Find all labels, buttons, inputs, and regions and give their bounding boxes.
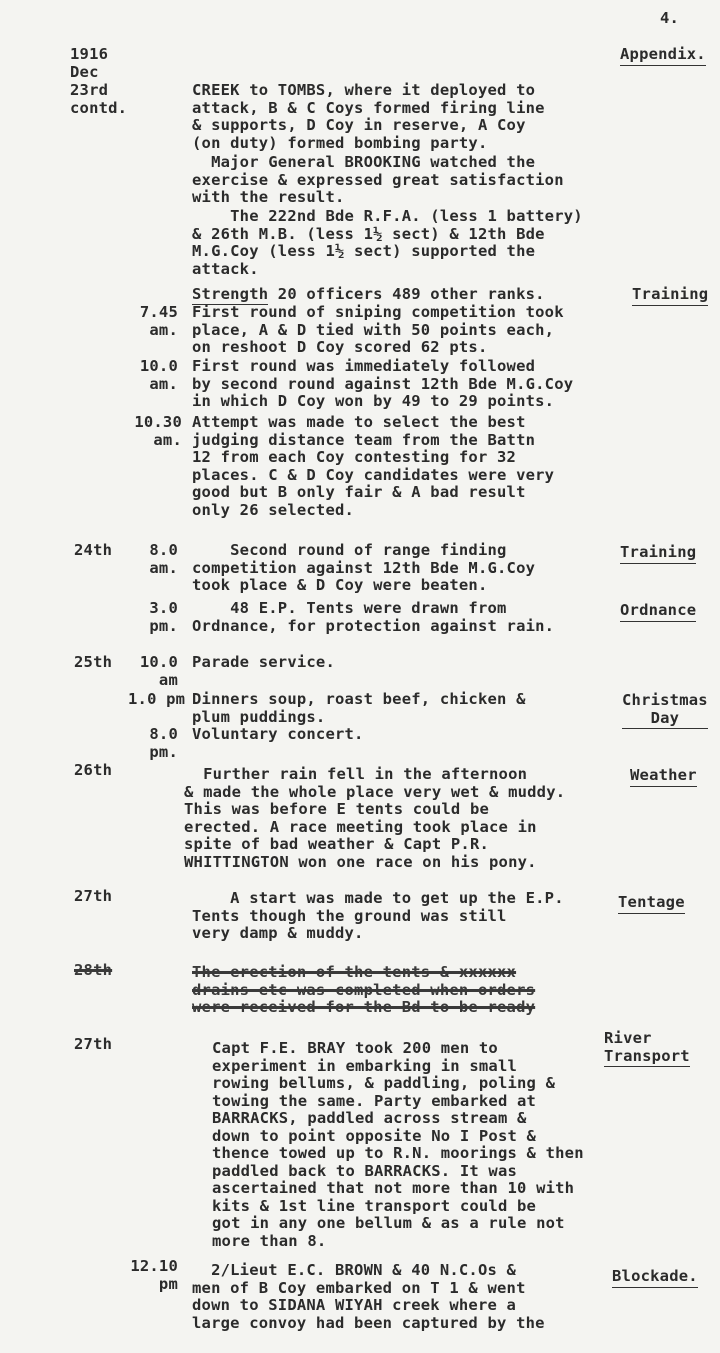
entry-0745: First round of sniping competition took place, A & D tied with 50 points each, on reshoot D Coy scored 62 pts.	[192, 303, 564, 356]
entry-28-struck: The erection of the tents & xxxxxx drains etc was completed when orders were received for the Bd to be ready	[192, 963, 536, 1016]
entry-26: Further rain fell in the afternoon & made the whole place very wet & muddy. This was before E tents could be erected. A race meeting took place in spite of bad weather & Capt P.R. WHITTINGTON won one race on his pony.	[184, 765, 566, 871]
date-27th-a: 27th	[74, 887, 113, 905]
strength-value: 20 officers 489 other ranks.	[268, 285, 545, 303]
time-0745: 7.45 am.	[139, 303, 178, 339]
time-25-2000: 8.0 pm.	[149, 725, 178, 761]
date-24th: 24th	[74, 541, 113, 559]
entry-24-0800: Second round of range finding competition against 12th Bde M.G.Coy took place & D Coy were beaten.	[192, 541, 536, 594]
entry-27-a: A start was made to get up the E.P. Tents though the ground was still very damp & muddy.	[192, 889, 564, 942]
margin-tentage: Tentage	[618, 894, 685, 914]
margin-training-23: Training	[632, 286, 708, 306]
page-number: 4.	[660, 9, 680, 27]
appendix-heading: Appendix.	[620, 46, 706, 66]
entry-25-2000: Voluntary concert.	[192, 725, 364, 743]
entry-1210: 2/Lieut E.C. BROWN & 40 N.C.Os & men of B Coy embarked on T 1 & went down to SIDANA WIYAH creek where a large convoy had been captured by the	[192, 1261, 545, 1332]
entry-25-1000: Parade service.	[192, 653, 335, 671]
time-1210: 12.10 pm	[130, 1257, 178, 1293]
margin-weather: Weather	[630, 767, 697, 787]
strength-label: Strength	[192, 285, 269, 303]
dec23-para1: CREEK to TOMBS, where it deployed to attack, B & C Coys formed firing line & supports, D Coy in reserve, A Coy (on duty) formed bombing party.	[192, 81, 545, 152]
date-25th: 25th	[74, 653, 113, 671]
time-25-1000: 10.0 am	[139, 653, 178, 689]
margin-river-transport: River Transport	[604, 1030, 690, 1067]
dec23-para3: The 222nd Bde R.F.A. (less 1 battery) & 26th M.B. (less 1½ sect) & 12th Bde M.G.Coy (less 1½ sect) supported the attack.	[192, 207, 583, 278]
time-1000: 10.0 am.	[139, 357, 178, 393]
margin-ordnance: Ordnance	[620, 602, 696, 622]
dec23-para2: Major General BROOKING watched the exercise & expressed great satisfaction with the result.	[192, 153, 564, 206]
entry-1000: First round was immediately followed by second round against 12th Bde M.G.Coy in which D Coy won by 49 to 29 points.	[192, 357, 574, 410]
entry-25-1300: Dinners soup, roast beef, chicken & plum puddings.	[192, 690, 526, 726]
entry-27-b: Capt F.E. BRAY took 200 men to experiment in embarking in small rowing bellums, & paddling, poling & towing the same. Party embarked at BARRACKS, paddled across stream & down to point opposite No I Post & thence towed up to R.N. moorings & then paddled back to BARRACKS. It was ascertained that not more than 10 with kits & 1st line transport could be got in any one bellum & as a rule not more than 8.	[212, 1039, 584, 1250]
date-28th: 28th	[74, 961, 113, 979]
entry-24-1500: 48 E.P. Tents were drawn from Ordnance, for protection against rain.	[192, 599, 555, 635]
date-26th: 26th	[74, 761, 113, 779]
month: Dec	[70, 63, 99, 81]
time-25-1300: 1.0 pm	[128, 690, 186, 708]
margin-christmas-day: Christmas Day	[622, 692, 708, 729]
time-1030: 10.30 am.	[134, 413, 182, 449]
margin-training-24: Training	[620, 544, 696, 564]
year: 1916	[70, 45, 109, 63]
time-24-1500: 3.0 pm.	[149, 599, 178, 635]
date-27th-b: 27th	[74, 1035, 113, 1053]
time-24-0800: 8.0 am.	[149, 541, 178, 577]
entry-1030: Attempt was made to select the best judging distance team from the Battn 12 from each Coy contesting for 32 places. C & D Coy candidates were very good but B only fair & A bad result only 26 selected.	[192, 413, 555, 519]
dec23-strength	[192, 286, 545, 304]
day: 23rd	[70, 81, 109, 99]
margin-blockade: Blockade.	[612, 1268, 698, 1288]
contd-label: contd.	[70, 99, 128, 117]
